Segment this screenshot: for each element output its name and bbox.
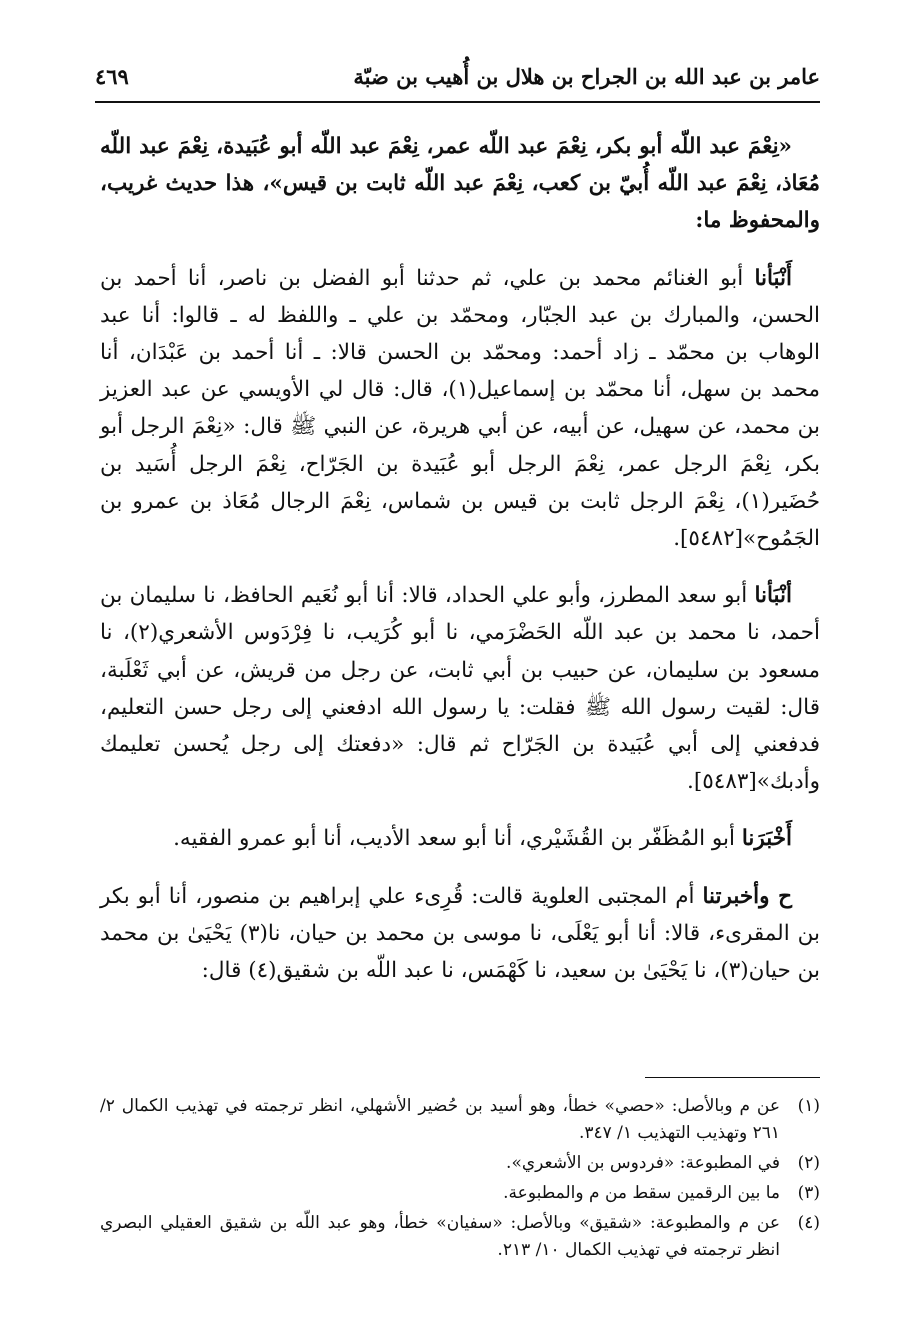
footnotes [100,1093,820,1267]
paragraph-lead: أنْبَأنا [754,583,792,609]
paragraph-1 [100,128,820,240]
footnote-4 [100,1210,820,1264]
paragraph-text: «نِعْمَ عبد اللّه أبو بكر، نِعْمَ عبد اللّه عمر، نِعْمَ عبد اللّه أبو عُبَيدة، نِعْمَ عبد اللّه مُعَاذ، نِعْمَ عبد اللّه أُبيّ بن كعب، نِعْمَ عبد اللّه ثابت بن قيس»، هذا حديث غريب، والمحفوظ ما: [100,134,820,234]
footnote-text: عن م وبالأصل: «حصي» خطأ، وهو أسيد بن حُضير الأشهلي، انظر ترجمته في تهذيب الكمال ٢/ ٢٦١ وتهذيب التهذيب ١/ ٣٤٧. [100,1096,780,1143]
page-number: ٤٦٩ [95,64,129,89]
footnote-2 [100,1150,820,1177]
footnote-text: عن م والمطبوعة: «شقيق» وبالأصل: «سفيان» خطأ، وهو عبد اللّه بن شقيق العقيلي البصري انظر ترجمته في تهذيب الكمال ١٠/ ٢١٣. [100,1213,780,1260]
paragraph-2 [100,260,820,558]
paragraph-text: أبو سعد المطرز، وأبو علي الحداد، قالا: أنا أبو نُعَيم الحافظ، نا سليمان بن أحمد، نا محمد بن عبد اللّه الحَضْرَمي، نا أبو كُرَيب، نا فِرْدَوس الأشعري(٢)، نا مسعود بن سليمان، عن حبيب بن أبي ثابت، عن رجل من قريش، عن أبي ثَعْلَبة، قال: لقيت رسول الله ﷺ فقلت: يا رسول الله ادفعني إلى رجل حسن التعليم، فدفعني إلى أبي عُبَيدة بن الجَرّاح ثم قال: «دفعتك إلى رجل يُحسن تعليمك وأدبك»[٥٤٨٣]. [100,583,820,795]
footnote-text: ما بين الرقمين سقط من م والمطبوعة. [503,1183,780,1203]
running-header [95,64,820,96]
footnote-separator [645,1077,820,1078]
paragraph-lead: أَخْبَرَنا [741,826,792,852]
paragraph-lead: ح وأخبرتنا [702,883,792,909]
paragraph-4 [100,820,820,857]
footnote-1 [100,1093,820,1147]
footnote-text: في المطبوعة: «فردوس بن الأشعري». [506,1153,780,1173]
footnote-mark: (١) [797,1096,820,1116]
paragraph-lead: أَنْبَأنا [754,265,792,291]
footnote-mark: (٢) [797,1153,820,1173]
header-rule [95,101,820,103]
paragraph-text: أبو الغنائم محمد بن علي، ثم حدثنا أبو الفضل بن ناصر، أنا أحمد بن الحسن، والمبارك بن عبد الجبّار، ومحمّد بن علي ـ واللفظ له ـ قالوا: أنا عبد الوهاب بن محمّد ـ زاد أحمد: ومحمّد بن الحسن قالا: ـ أنا أحمد بن عَبْدَان، أنا محمد بن سهل، أنا محمّد بن إسماعيل(١)، قال: قال لي الأويسي عن عبد العزيز بن محمد، عن سهيل، عن أبيه، عن أبي هريرة، عن النبي ﷺ قال: «نِعْمَ الرجل أبو بكر، نِعْمَ الرجل عمر، نِعْمَ الرجل أبو عُبَيدة بن الجَرّاح، نِعْمَ الرجل أُسَيد بن حُضَير(١)، نِعْمَ الرجل ثابت بن قيس بن شماس، نِعْمَ الرجال مُعَاذ بن عمرو بن الجَمُوح»[٥٤٨٢]. [100,265,820,552]
footnote-mark: (٤) [797,1213,820,1233]
paragraph-5 [100,878,820,990]
footnote-mark: (٣) [797,1183,820,1203]
paragraph-text: أم المجتبى العلوية قالت: قُرِىء علي إبراهيم بن منصور، أنا أبو بكر بن المقرىء، قالا: أنا أبو يَعْلَى، نا موسى بن محمد بن حيان، نا(٣) يَحْيَىٰ بن محمد بن حيان(٣)، نا يَحْيَىٰ بن سعيد، نا كَهْمَس، نا عبد اللّه بن شقيق(٤) قال: [100,883,820,984]
footnote-3 [100,1180,820,1207]
paragraph-3 [100,577,820,800]
paragraph-text: أبو المُظَفّر بن القُشَيْري، أنا أبو سعد الأديب، أنا أبو عمرو الفقيه. [173,826,735,852]
main-text [100,128,820,1009]
running-title: عامر بن عبد الله بن الجراح بن هلال بن أُهيب بن ضبّة [353,64,820,89]
